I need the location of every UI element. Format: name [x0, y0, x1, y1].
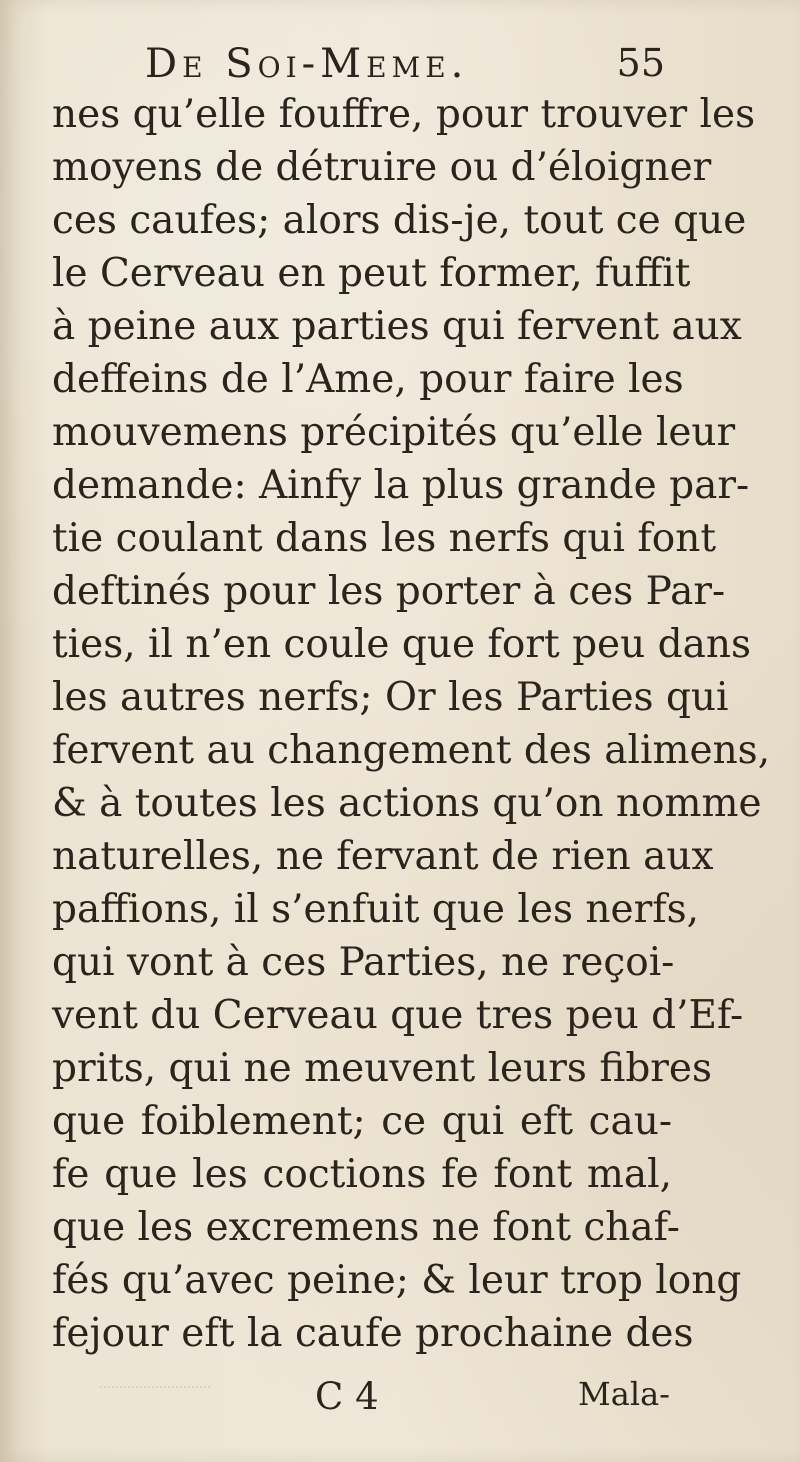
text-line: naturelles, ne fervant de rien aux: [52, 834, 714, 879]
text-line: vent du Cerveau que tres peu d’Ef-: [52, 993, 744, 1038]
text-line: fe que les coctions fe font mal,: [52, 1152, 672, 1197]
text-line: deftinés pour les porter à ces Par-: [52, 569, 726, 614]
text-line: les autres nerfs; Or les Parties qui: [52, 675, 729, 720]
page-header: [145, 41, 665, 94]
text-line: le Cerveau en peut former, fuffit: [52, 251, 691, 296]
text-line: tie coulant dans les nerfs qui font: [52, 516, 717, 561]
text-line: & à toutes les actions qu’on nomme: [52, 781, 762, 826]
page-number: 55: [616, 41, 665, 85]
text-line: ties, il n’en coule que fort peu dans: [52, 622, 751, 667]
text-line: à peine aux parties qui fervent aux: [52, 304, 742, 349]
text-line: mouvemens précipités qu’elle leur: [52, 410, 736, 455]
faint-bleedthrough-mark: [100, 1386, 210, 1406]
signature-mark: C 4: [315, 1375, 379, 1418]
text-line: deffeins de l’Ame, pour faire les: [52, 357, 684, 402]
text-line: fejour eft la caufe prochaine des: [52, 1311, 694, 1356]
text-line: qui vont à ces Parties, ne reçoi-: [52, 940, 675, 985]
text-line: que foiblement; ce qui eft cau-: [52, 1099, 672, 1144]
text-line: ces caufes; alors dis-je, tout ce que: [52, 198, 747, 243]
catchword: Mala-: [578, 1375, 670, 1413]
text-line: fervent au changement des alimens,: [52, 728, 771, 773]
text-line: fés qu’avec peine; & leur trop long: [52, 1258, 742, 1303]
text-line: moyens de détruire ou d’éloigner: [52, 145, 712, 190]
text-line: prits, qui ne meuvent leurs fibres: [52, 1046, 713, 1091]
text-line: demande: Ainfy la plus grande par-: [52, 463, 750, 508]
text-line: paffions, il s’enfuit que les nerfs,: [52, 887, 700, 932]
text-line: nes qu’elle fouffre, pour trouver les: [52, 92, 756, 137]
running-title: De Soi-Meme.: [145, 41, 469, 87]
main-text-block: [52, 92, 771, 1375]
text-line: que les excremens ne font chaf-: [52, 1205, 680, 1250]
